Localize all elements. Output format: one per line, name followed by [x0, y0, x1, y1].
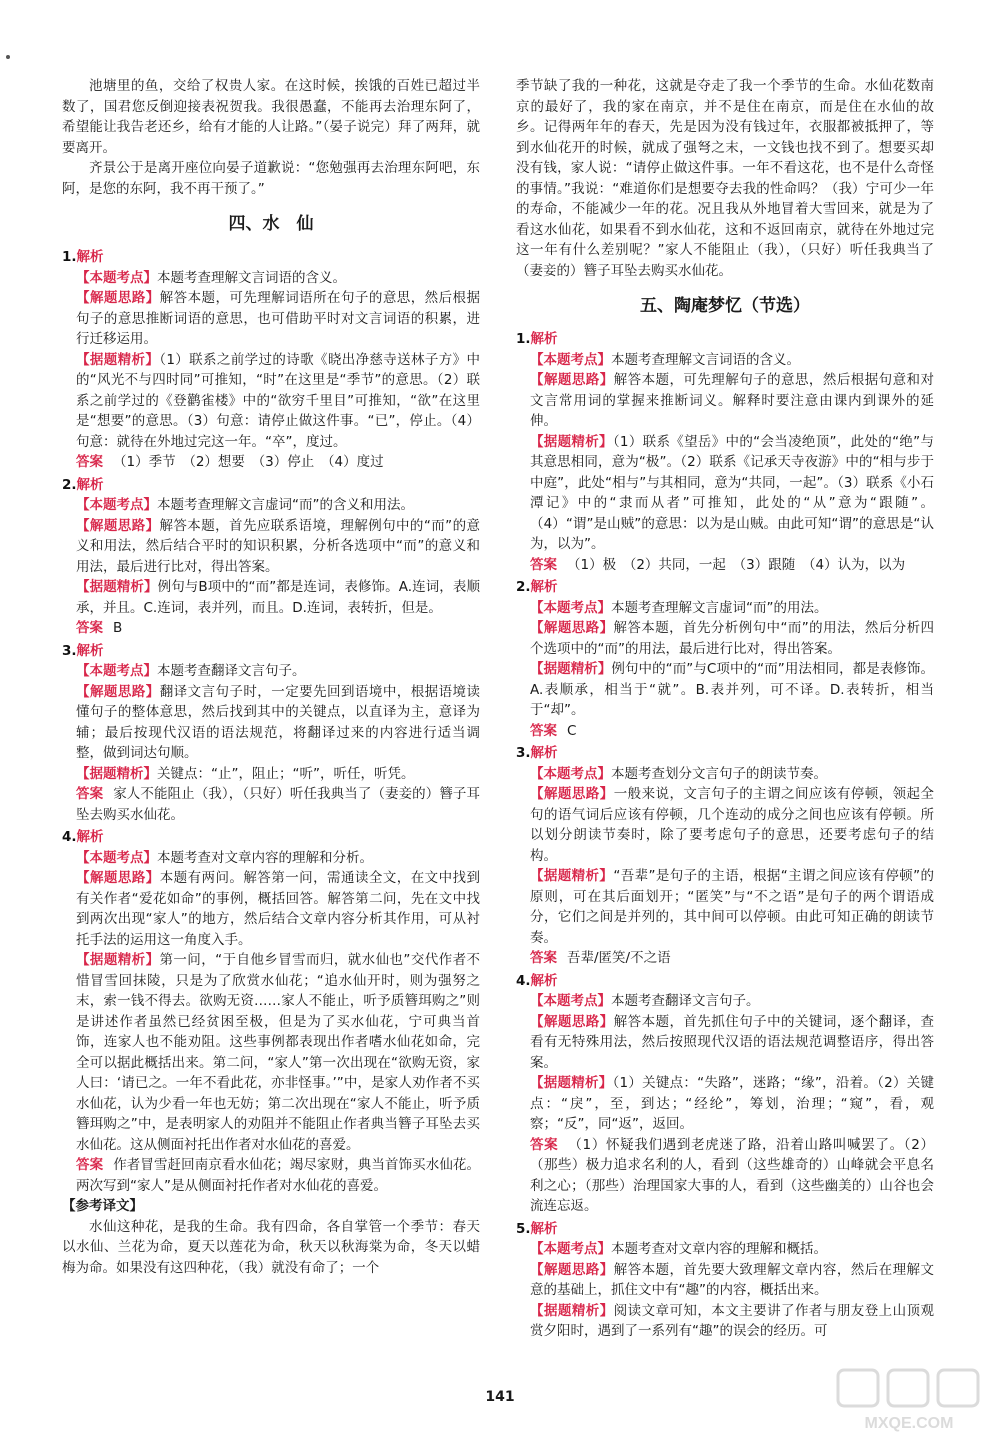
margin-dot [6, 55, 10, 59]
label: 【据题精析】 [530, 1075, 613, 1091]
label: 【解题思路】 [76, 290, 160, 306]
reference-translation [62, 1196, 480, 1278]
label: 【解题思路】 [530, 1013, 614, 1030]
analysis-label: 解析 [530, 579, 558, 595]
paragraph: 池塘里的鱼，交给了权贵人家。在这时候，挨饿的百姓已超过半数了，国君您反倒迎接表祝贺我。我很愚蠢，不能再去治理东阿了，希望能让我告老还乡，给有才能的人让路。”（晏子说完）拜了两拜，就要离开。 [62, 78, 480, 156]
label: 【据题精析】 [530, 1302, 614, 1319]
question-number: 2. [62, 476, 77, 493]
text: 本题考查理解文言虚词“而”的含义和用法。 [157, 497, 414, 513]
text: 解答本题，首先抓住句子中的关键词，逐个翻译，查看有无特殊用法，然后按照现代汉语的语法规范调整语序，得出答案。 [530, 1013, 935, 1071]
text: 解答本题，可先理解句子的意思，然后根据句意和对文言常用词的掌握来推断词义。解释时要注意由课内到课外的延伸。 [530, 372, 935, 429]
question-number: 3. [62, 642, 77, 659]
label: 【本题考点】 [530, 765, 611, 782]
right-column [516, 76, 934, 1342]
question-1 [516, 329, 934, 575]
analysis-label: 解析 [76, 476, 104, 493]
label: 【解题思路】 [76, 870, 160, 886]
label: 【解题思路】 [76, 517, 160, 534]
answer: （1）季节 （2）想要 （3）停止 （4）度过 [113, 454, 384, 470]
label: 【本题考点】 [530, 1241, 611, 1257]
analysis-label: 解析 [530, 972, 558, 989]
answer-label: 答案 [530, 1136, 559, 1153]
text: 本题考查翻译文言句子。 [157, 663, 306, 679]
label: 【本题考点】 [76, 497, 157, 513]
question-number: 1. [516, 331, 531, 347]
text: （1）关键点：“失路”，迷路；“缘”，沿着。（2）关键点：“戾”，至，到达；“经纶”，筹划，治理；“窥”，看，观察；“反”，同“返”，返回。 [530, 1075, 935, 1132]
question-number: 5. [516, 1220, 531, 1237]
label: 【解题思路】 [530, 786, 614, 802]
text: 阅读文章可知，本文主要讲了作者与朋友登上山顶观赏夕阳时，遇到了一系列有“趣”的误会的经历。可 [530, 1302, 935, 1339]
text: （1）联系之前学过的诗歌《晓出净慈寺送林子方》中的“风光不与四时同”可推知，“时”在这里是“季节”的意思。（2）联系之前学过的《登鹳雀楼》中的“欲穷千里目”可推知，“欲”在这里是“想要”的意思。（3）句意：请停止做这件事。“已”，停止。（4）句意：就待在外地过完这一年。“卒”，度过。 [76, 351, 481, 450]
answer-label: 答案 [76, 620, 103, 636]
text: 解答本题，首先分析例句中“而”的用法，然后分析四个选项中的“而”的用法，最后进行比对，得出答案。 [530, 620, 934, 657]
text: 本题考查理解文言虚词“而”的用法。 [611, 599, 828, 616]
text: 本题考查对文章内容的理解和分析。 [157, 849, 373, 866]
analysis-label: 解析 [76, 829, 104, 845]
text: 本题考查理解文言词语的含义。 [611, 351, 800, 368]
text: （1）联系《望岳》中的“会当凌绝顶”，此处的“绝”与其意思相同，意为“极”。（2）联系《记承天寺夜游》中的“相与步于中庭”，此处“相与”与其相同，意为“共同，一起”。（3）联系《小石潭记》中的“隶而从者”可推知，此处的“从”意为“跟随”。（4）“谓”是山贼”的意思：以为是山贼。由此可知“谓”的意思是“认为，以为”。 [530, 433, 934, 552]
answer-label: 答案 [530, 556, 557, 573]
label: 【本题考点】 [530, 351, 611, 368]
page-number: 141 [485, 1389, 515, 1405]
label: 【据题精析】 [530, 433, 613, 450]
text: 翻译文言句子时，一定要先回到语境中，根据语境读懂句子的整体意思，然后找到其中的关键点，以直译为主，意译为辅；最后按现代汉语的语法规范，将翻译过来的内容进行适当调整，做到词达句顺。 [76, 683, 481, 761]
analysis-label: 解析 [530, 1220, 558, 1237]
section-title: 四、水 仙 [228, 214, 314, 234]
label: 【本题考点】 [76, 849, 157, 866]
question-3 [516, 743, 934, 969]
question-number: 1. [62, 249, 77, 265]
answer-label: 答案 [530, 722, 557, 739]
text: “吾辈”是句子的主语，根据“主谓之间应该有停顿”的原则，可在其后面划开；“匿笑”与“不之语”是句子的两个谓语成分，它们之间是并列的，其中间可以停顿。由此可知正确的朗读节奏。 [530, 868, 934, 946]
question-number: 2. [516, 579, 531, 595]
label: 【据题精析】 [530, 868, 614, 884]
answer: B [113, 620, 123, 636]
question-1 [62, 247, 480, 473]
label: 【据题精析】 [76, 351, 160, 368]
question-4 [516, 971, 934, 1217]
answer: （1）怀疑我们遇到老虎迷了路，沿着山路叫喊罢了。（2）（那些）极力追求名利的人，看到（这些雄奇的）山峰就会平息名利之心；（那些）治理国家大事的人，看到（这些幽美的）山谷也会流连忘返。 [530, 1136, 935, 1214]
label: 【解题思路】 [530, 1261, 614, 1278]
label: 【解题思路】 [76, 683, 160, 700]
text: 本题有两问。解答第一问，需通读全文，在文中找到有关作者“爱花如命”的事例，概括回答。解答第二问，先在文中找到两次出现“家人”的地方，然后结合文章内容分析其作用，可从衬托手法的运用这一角度入手。 [76, 870, 481, 948]
label: 【本题考点】 [76, 663, 157, 679]
answer: （1）极 （2）共同，一起 （3）跟随 （4）认为，以为 [567, 556, 906, 573]
question-2 [516, 577, 934, 741]
question-4 [62, 827, 480, 1196]
label: 【据题精析】 [76, 952, 160, 968]
label: 【据题精析】 [76, 765, 157, 782]
question-5 [516, 1219, 934, 1342]
analysis-label: 解析 [530, 745, 558, 761]
text: 关键点：“止”，阻止；“听”，听任，听凭。 [157, 765, 415, 782]
watermark-logo [834, 1366, 984, 1436]
text: 本题考查理解文言词语的含义。 [157, 269, 346, 286]
answer: 作者冒雪赶回南京看水仙花；竭尽家财，典当首饰买水仙花。两次写到“家人”是从侧面衬托作者对水仙花的喜爱。 [76, 1157, 481, 1194]
analysis-label: 解析 [76, 249, 104, 265]
label: 【本题考点】 [76, 269, 157, 286]
question-number: 3. [516, 745, 531, 761]
text: 本题考查对文章内容的理解和概括。 [611, 1241, 827, 1257]
text: 本题考查划分文言句子的朗读节奏。 [611, 765, 827, 782]
text: 第一问，“于自他乡冒雪而归，就水仙也”交代作者不惜冒雪回抹陵，只是为了欣赏水仙花；“追水仙开时，则为强努之末，索一钱不得去。欲购无资……家人不能止，听予质簪珥购之”则是讲述作者虽然已经贫困至极，但是为了买水仙花，宁可典当首饰，连家人也不能劝阻。这些事例都表现出作者嗜水仙花如命，完全可以据此概括出来。第二问，“家人”第一次出现在“欲购无资，家人曰：‘请已之。一年不看此花，亦非怪事。’”中，是家人劝作者不买水仙花，认为少看一年也无妨；第二次出现在“家人不能止，听予质簪珥购之”中，是表明家人的劝阻并不能阻止作者典当簪子耳坠去买水仙花。这从侧面衬托出作者对水仙花的喜爱。 [76, 952, 480, 1153]
text: 一般来说，文言句子的主谓之间应该有停顿，领起全句的语气词后应该有停顿，几个连动的成分之间也应该有停顿。所以划分朗读节奏时，除了要考虑句子的意思，还要考虑句子的结构。 [530, 786, 935, 864]
reference-label: 【参考译文】 [62, 1198, 143, 1214]
text: 例句中的“而”与C项中的“而”用法相同，都是表修饰。A.表顺承，相当于“就”。B.表并列，可不译。D.表转折，相当于“却”。 [530, 661, 934, 718]
text: 本题考查翻译文言句子。 [611, 993, 760, 1009]
section-title: 五、陶庵梦忆（节选） [640, 296, 810, 316]
label: 【解题思路】 [530, 372, 614, 388]
paragraph: 季节缺了我的一种花，这就是夺走了我一个季节的生命。水仙花数南京的最好了，我的家在南京，并不是住在南京，而是住在水仙的故乡。记得两年年的春天，先是因为没有钱过年，衣服都被抵押了，等到水仙花开的时候，就成了强弩之末，一文钱也找不到了。想要买却没有钱，家人说：“请停止做这件事。一年不看这花，也不是什么奇怪的事情。”我说：“难道你们是想要夺去我的性命吗？（我）宁可少一年的寿命，不能减少一年的花。况且我从外地冒着大雪回来，就是为了看这水仙花，如果看不到水仙花，这和不返回南京，就待在外地过完这一年有什么差别呢？”家人不能阻止（我），（只好）听任我典当了（妻妾的）簪子耳坠去购买水仙花。 [516, 78, 934, 279]
question-number: 4. [62, 829, 77, 845]
watermark-text: MXQE.COM [864, 1415, 954, 1432]
label: 【本题考点】 [530, 993, 611, 1009]
answer-label: 答案 [530, 950, 557, 966]
question-number: 4. [516, 972, 531, 989]
watermark-icon [834, 1366, 984, 1436]
text: 解答本题，首先要大致理解文章内容，然后在理解文意的基础上，抓住文中有“趣”的内容，概括出来。 [530, 1261, 935, 1298]
analysis-label: 解析 [76, 642, 104, 659]
question-3 [62, 641, 480, 826]
answer: C [567, 722, 577, 739]
question-2 [62, 475, 480, 639]
label: 【解题思路】 [530, 620, 614, 636]
label: 【据题精析】 [530, 661, 612, 677]
paragraph: 齐景公于是离开座位向晏子道歉说：“您勉强再去治理东阿吧，东阿，是您的东阿，我不再干预了。” [62, 160, 480, 197]
answer: 家人不能阻止（我），（只好）听任我典当了（妻妾的）簪子耳坠去购买水仙花。 [76, 786, 481, 823]
answer: 吾辈/匿笑/不之语 [567, 950, 671, 966]
label: 【本题考点】 [530, 599, 611, 616]
paragraph: 水仙这种花，是我的生命。我有四命，各自掌管一个季节：春天以水仙、兰花为命，夏天以莲花为命，秋天以秋海棠为命，冬天以蜡梅为命。如果没有这四种花，（我）就没有命了；一个 [62, 1218, 480, 1276]
text: 解答本题，可先理解词语所在句子的意思，然后根据句子的意思推断词语的意思，也可借助平时对文言词语的积累，进行迁移运用。 [76, 290, 481, 347]
answer-label: 答案 [76, 454, 103, 470]
analysis-label: 解析 [530, 331, 558, 347]
left-column [62, 76, 480, 1278]
text: 例句与B项中的“而”都是连词，表修饰。A.连词，表顺承，并且。C.连词，表并列，而且。D.连词，表转折，但是。 [76, 579, 480, 616]
text: 解答本题，首先应联系语境，理解例句中的“而”的意义和用法，然后结合平时的知识积累，分析各选项中“而”的意义和用法，最后进行比对，得出答案。 [76, 517, 480, 575]
answer-label: 答案 [76, 786, 104, 802]
label: 【据题精析】 [76, 579, 158, 595]
answer-label: 答案 [76, 1157, 104, 1173]
